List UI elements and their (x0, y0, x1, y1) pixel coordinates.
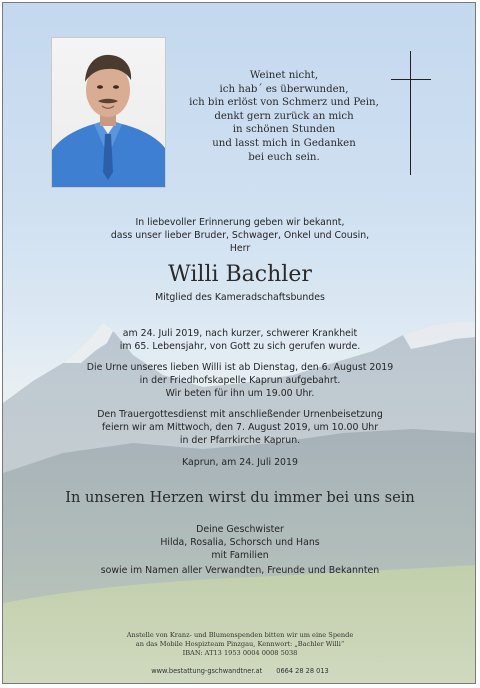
footer (3, 667, 476, 676)
motto: In unseren Herzen wirst du immer bei uns sein (65, 489, 415, 506)
obituary-page (2, 2, 476, 684)
urn-notice-line: Die Urne unseres lieben Willi ist ab Dienstag, den 6. August 2019 (86, 362, 394, 373)
family-line: Deine Geschwister (196, 524, 284, 535)
poem-line: ich hab´ es überwunden, (219, 83, 349, 95)
donation-line: an das Mobile Hospizteam Pinzgau, Kennwort: „Bachler Willi“ (135, 640, 345, 648)
donation-note (3, 631, 476, 658)
donation-line: IBAN: AT13 1953 0004 0008 5038 (182, 649, 298, 657)
service-notice-line: in der Pfarrkirche Kaprun. (179, 435, 301, 446)
service-notice-line: feiern wir am Mittwoch, den 7. August 2019, um 10.00 Uhr (101, 422, 379, 433)
death-notice-line: im 65. Lebensjahr, von Gott zu sich gerufen wurde. (119, 341, 361, 352)
urn-notice (3, 361, 476, 400)
relatives-line: sowie im Namen aller Verwandten, Freunde und Bekannten (100, 565, 380, 576)
poem-line: denkt gern zurück an mich (214, 110, 354, 122)
phone-number: 0664 28 28 013 (276, 667, 329, 675)
intro-line: Herr (229, 243, 251, 254)
poem-line: bei euch sein. (248, 151, 320, 163)
urn-notice-line: Wir beten für ihn um 19.00 Uhr. (165, 388, 315, 399)
urn-notice-line: in der Friedhofskapelle Kaprun aufgebahrt. (139, 375, 341, 386)
family-signature (3, 523, 476, 562)
membership: Mitglied des Kameradschaftsbundes (155, 292, 325, 303)
portrait-photo (51, 37, 166, 188)
deceased-name: Willi Bachler (168, 262, 312, 287)
poem-line: in schönen Stunden (232, 124, 336, 136)
intro-line: In liebevoller Erinnerung geben wir bekannt, (135, 217, 345, 228)
family-line: Hilda, Rosalia, Schorsch und Hans (160, 537, 320, 548)
death-notice (3, 327, 476, 353)
service-notice-line: Den Trauergottesdienst mit anschließender Urnenbeisetzung (97, 409, 383, 420)
donation-line: Anstelle von Kranz- und Blumenspenden bitten wir um eine Spende (126, 631, 354, 639)
poem-line: Weinet nicht, (249, 70, 319, 81)
intro-line: dass unser lieber Bruder, Schwager, Onkel und Cousin, (110, 230, 370, 241)
poem-line: und lasst mich in Gedanken (212, 137, 356, 149)
death-notice-line: am 24. Juli 2019, nach kurzer, schwerer Krankheit (122, 328, 358, 339)
intro-text (3, 216, 476, 255)
family-line: mit Familien (211, 550, 269, 561)
poem (179, 69, 389, 164)
place-date: Kaprun, am 24. Juli 2019 (182, 457, 298, 468)
website-link[interactable]: www.bestattung-gschwandtner.at (151, 667, 263, 675)
service-notice (3, 408, 476, 447)
cross-icon (391, 51, 431, 175)
poem-line: ich bin erlöst von Schmerz und Pein, (189, 97, 379, 109)
